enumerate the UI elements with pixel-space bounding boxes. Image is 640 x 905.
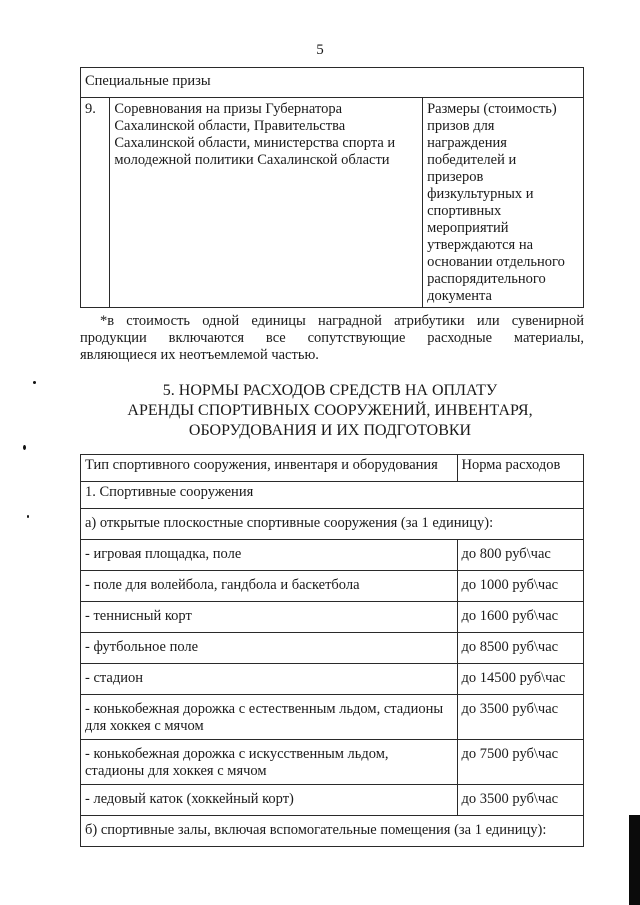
item-rate: до 800 руб\час xyxy=(457,540,583,571)
item-rate: до 14500 руб\час xyxy=(457,664,583,695)
note-line: победителей и xyxy=(427,152,517,168)
awards-table xyxy=(80,67,584,308)
description-line: Соревнования на призы Губернатора xyxy=(114,101,343,117)
description-line: Сахалинской области, Правительства xyxy=(114,118,346,134)
note-line: утверждаются на xyxy=(427,237,534,253)
item-rate: до 8500 руб\час xyxy=(457,633,583,664)
table-row xyxy=(81,602,584,633)
note-line: призеров xyxy=(427,169,484,185)
row-description xyxy=(110,98,423,308)
page-number: 5 xyxy=(316,42,324,58)
subgroup-a: а) открытые плоскостные спортивные сооружения (за 1 единицу): xyxy=(81,509,584,540)
awards-section-header-row xyxy=(81,68,584,98)
table-row xyxy=(81,540,584,571)
scan-speck xyxy=(33,381,36,384)
item-name: - теннисный корт xyxy=(81,602,458,633)
item-name xyxy=(81,740,458,785)
table-row xyxy=(81,785,584,816)
item-rate: до 1600 руб\час xyxy=(457,602,583,633)
row-note xyxy=(423,98,584,308)
item-name: - футбольное поле xyxy=(81,633,458,664)
header-type: Тип спортивного сооружения, инвентаря и оборудования xyxy=(81,455,458,482)
subgroup-row xyxy=(81,816,584,847)
subgroup-row xyxy=(81,509,584,540)
note-line: призов для xyxy=(427,118,495,134)
row-number: 9. xyxy=(81,98,110,308)
description-line: Сахалинской области, министерства спорта и xyxy=(114,135,396,151)
header-norm: Норма расходов xyxy=(457,455,583,482)
table-row xyxy=(81,740,584,785)
awards-section-header: Специальные призы xyxy=(81,68,584,98)
item-name-line: - конькобежная дорожка с естественным льдом, стадионы xyxy=(85,701,444,717)
footnote xyxy=(80,313,584,364)
table-row xyxy=(81,571,584,602)
note-line: мероприятий xyxy=(427,220,509,236)
item-name-line: для хоккея с мячом xyxy=(85,718,204,734)
table-row xyxy=(81,664,584,695)
item-name-line: - конькобежная дорожка с искусственным льдом, xyxy=(85,746,389,762)
footnote-line: являющиеся их неотъемлемой частью. xyxy=(80,347,319,363)
section-title-line: ОБОРУДОВАНИЯ И ИХ ПОДГОТОВКИ xyxy=(188,422,472,439)
note-line: награждения xyxy=(427,135,507,151)
awards-row xyxy=(81,98,584,308)
note-line: основании отдельного xyxy=(427,254,565,270)
footnote-line: *в стоимость одной единицы наградной атрибутики или сувенирной xyxy=(100,313,584,329)
item-rate: до 3500 руб\час xyxy=(457,695,583,740)
table-row xyxy=(81,695,584,740)
note-line: распорядительного xyxy=(427,271,546,287)
scan-speck xyxy=(27,515,29,518)
item-name: - стадион xyxy=(81,664,458,695)
note-line: документа xyxy=(427,288,492,304)
group-row xyxy=(81,482,584,509)
item-rate: до 3500 руб\час xyxy=(457,785,583,816)
scan-edge-bar xyxy=(629,815,640,905)
subgroup-b: б) спортивные залы, включая вспомогательные помещения (за 1 единицу): xyxy=(81,816,584,847)
table-row xyxy=(81,633,584,664)
section-title xyxy=(0,381,640,441)
note-line: спортивных xyxy=(427,203,502,219)
rates-header-row xyxy=(81,455,584,482)
item-name xyxy=(81,695,458,740)
section-title-line: 5. НОРМЫ РАСХОДОВ СРЕДСТВ НА ОПЛАТУ xyxy=(162,382,498,399)
item-name: - поле для волейбола, гандбола и баскетбола xyxy=(81,571,458,602)
item-name: - ледовый каток (хоккейный корт) xyxy=(81,785,458,816)
note-line: Размеры (стоимость) xyxy=(427,101,557,117)
item-name: - игровая площадка, поле xyxy=(81,540,458,571)
scan-speck xyxy=(23,445,26,450)
item-rate: до 7500 руб\час xyxy=(457,740,583,785)
item-name-line: стадионы для хоккея с мячом xyxy=(85,763,267,779)
section-title-line: АРЕНДЫ СПОРТИВНЫХ СООРУЖЕНИЙ, ИНВЕНТАРЯ, xyxy=(127,402,533,419)
item-rate: до 1000 руб\час xyxy=(457,571,583,602)
note-line: физкультурных и xyxy=(427,186,534,202)
rates-table xyxy=(80,454,584,847)
description-line: молодежной политики Сахалинской области xyxy=(114,152,390,168)
footnote-line: продукции включаются все сопутствующие расходные материалы, xyxy=(80,330,584,346)
group-title: 1. Спортивные сооружения xyxy=(81,482,584,509)
